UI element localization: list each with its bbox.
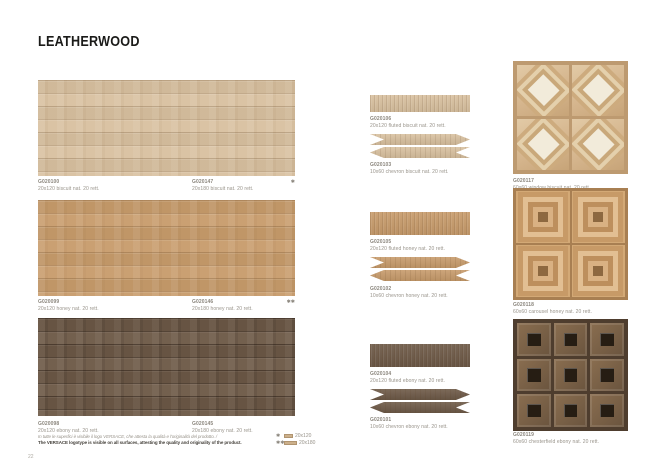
product-label bbox=[192, 179, 253, 192]
product-desc: 20x120 fluted ebony nat. 20 rett. bbox=[370, 377, 446, 384]
chevron-piece bbox=[370, 257, 470, 268]
tile-quadrant bbox=[572, 119, 624, 170]
product-desc: 10x60 chevron honey nat. 20 rett. bbox=[370, 292, 448, 299]
decor-tile-carousel bbox=[513, 188, 628, 300]
fluted-strip-honey bbox=[370, 212, 470, 235]
legend-row bbox=[276, 432, 315, 439]
product-label bbox=[38, 421, 99, 434]
plank-swatch-icon bbox=[284, 441, 297, 445]
tile-button bbox=[517, 359, 551, 392]
legend-size-label: 20x180 bbox=[299, 439, 316, 446]
product-desc: 20x180 honey nat. 20 rett. bbox=[192, 305, 253, 312]
product-desc: 20x180 biscuit nat. 20 rett. bbox=[192, 185, 254, 192]
decor-tile-chesterfield bbox=[513, 319, 628, 431]
chevron-piece bbox=[370, 134, 470, 145]
tile-button bbox=[554, 359, 588, 392]
fluted-strip-ebony bbox=[370, 344, 470, 367]
product-desc: 20x120 ebony nat. 20 rett. bbox=[38, 427, 99, 434]
chevron-piece bbox=[370, 389, 470, 400]
tile-quadrant bbox=[517, 65, 569, 116]
product-desc: 20x120 fluted biscuit nat. 20 rett. bbox=[370, 122, 446, 129]
asterisk-icon: ✱ bbox=[276, 432, 281, 439]
product-code: G020119 bbox=[513, 432, 534, 438]
product-code: G020102 bbox=[370, 286, 392, 292]
product-code: G020100 bbox=[38, 179, 60, 185]
product-label bbox=[370, 286, 448, 299]
tile-quadrant bbox=[572, 191, 626, 243]
product-label bbox=[192, 299, 253, 312]
fluted-strip-biscuit bbox=[370, 95, 470, 112]
product-desc: 20x180 ebony nat. 20 rett. bbox=[192, 427, 253, 434]
plank-photo-ebony bbox=[38, 318, 295, 416]
product-code: G020106 bbox=[370, 116, 392, 122]
tile-button bbox=[554, 394, 588, 427]
product-code: G020147 bbox=[192, 179, 214, 185]
product-label bbox=[370, 371, 445, 384]
product-label bbox=[513, 302, 592, 315]
product-code: G020105 bbox=[370, 239, 392, 245]
product-code: G020101 bbox=[370, 417, 392, 423]
size-legend bbox=[276, 432, 315, 446]
product-label bbox=[370, 417, 448, 430]
product-label bbox=[370, 116, 446, 129]
product-label bbox=[38, 179, 99, 192]
product-code: G020098 bbox=[38, 421, 60, 427]
product-label bbox=[192, 421, 253, 434]
product-code: G020099 bbox=[38, 299, 60, 305]
tile-quadrant bbox=[572, 65, 624, 116]
chevron-piece bbox=[370, 402, 470, 413]
tile-button bbox=[517, 323, 551, 356]
product-label bbox=[370, 162, 449, 175]
size-mark: ✱✱ bbox=[286, 299, 295, 305]
chevron-photo-ebony bbox=[370, 389, 470, 413]
asterisk-icon: ✱✱ bbox=[276, 439, 285, 446]
tile-quadrant bbox=[572, 245, 626, 297]
tile-quadrant bbox=[516, 245, 570, 297]
decor-tile-window bbox=[513, 61, 628, 174]
product-label bbox=[370, 239, 445, 252]
tile-button bbox=[554, 323, 588, 356]
product-code: G020117 bbox=[513, 178, 534, 184]
chevron-piece bbox=[370, 270, 470, 281]
product-desc: 20x120 honey nat. 20 rett. bbox=[38, 305, 99, 312]
tile-button bbox=[590, 394, 624, 427]
tile-quadrant bbox=[516, 191, 570, 243]
page-title: LEATHERWOOD bbox=[38, 33, 140, 50]
tile-button bbox=[590, 359, 624, 392]
tile-quadrant bbox=[517, 119, 569, 170]
product-desc: 60x60 carousel honey nat. 20 rett. bbox=[513, 308, 593, 315]
legend-row bbox=[276, 439, 315, 446]
product-code: G020146 bbox=[192, 299, 214, 305]
product-desc: 20x120 fluted honey nat. 20 rett. bbox=[370, 245, 446, 252]
plank-photo-biscuit bbox=[38, 80, 295, 176]
product-code: G020145 bbox=[192, 421, 214, 427]
product-label bbox=[38, 299, 99, 312]
chevron-photo-honey bbox=[370, 257, 470, 281]
footer-note-english: The VERSACE logotype is visible on all surfaces, attesting the quality and originality of the product. bbox=[38, 440, 242, 445]
tile-button bbox=[517, 394, 551, 427]
product-desc: 10x60 chevron ebony nat. 20 rett. bbox=[370, 423, 448, 430]
product-desc: 60x60 chesterfield ebony nat. 20 rett. bbox=[513, 438, 600, 445]
product-label bbox=[513, 432, 599, 445]
tile-button bbox=[590, 323, 624, 356]
legend-size-label: 20x120 bbox=[295, 432, 312, 439]
product-code: G020103 bbox=[370, 162, 392, 168]
plank-photo-honey bbox=[38, 200, 295, 296]
footer-note-italian: In tutte le superfici è visibile il logo VERSACE, che attesta la qualità e l'originalità del prodotto. / bbox=[38, 434, 218, 439]
product-desc: 10x60 chevron biscuit nat. 20 rett. bbox=[370, 168, 449, 175]
size-mark: ✱ bbox=[290, 179, 295, 185]
chevron-piece bbox=[370, 147, 470, 158]
product-code: G020104 bbox=[370, 371, 392, 377]
product-code: G020118 bbox=[513, 302, 534, 308]
chevron-photo-biscuit bbox=[370, 134, 470, 158]
plank-swatch-icon bbox=[284, 434, 293, 438]
page-number: 22 bbox=[28, 454, 34, 460]
product-desc: 20x120 biscuit nat. 20 rett. bbox=[38, 185, 100, 192]
